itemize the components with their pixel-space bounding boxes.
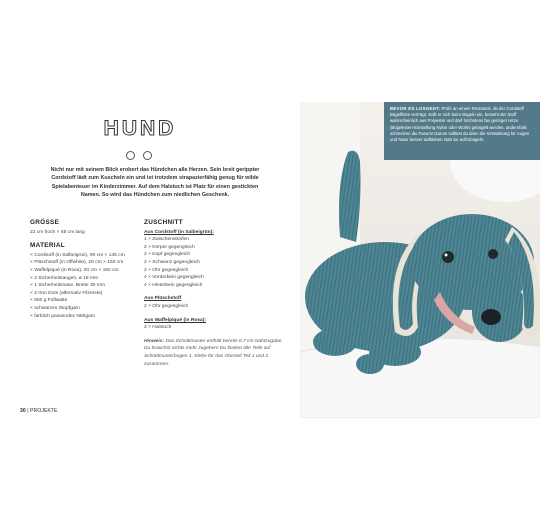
- cut-item: 1 × Zwischenstreifen: [144, 237, 189, 243]
- info-box: [384, 102, 540, 160]
- hint-label: Hinweis:: [144, 338, 165, 344]
- page-title: [100, 117, 180, 139]
- intro-text: Nicht nur mit seinem Blick erobert das Hündchen alle Herzen. Sein breit gerippter Cordstoff lädt zum Kuscheln ein und ist trotzdem strapazierfähig genug für wilde Spielabenteuer im Kinderzimmer. Auf dem Halstuch ist Platz für einen gestickten Namen. So wird das Hündchen zum niedlichen Geschenk.: [50, 167, 260, 198]
- size-heading: GRÖSSE: [30, 219, 60, 226]
- info-text: Prüfe an einem Reststück, ob der Cordstoff Bügelhitze verträgt. Sollt er sich beim Bügeln ein, besteht der Stoff wahrscheinlich aus Polyester und darf höchstens bei geringer Hitze (Bügeleisen-Einstellung Nylon oder Wolle) gebügelt werden, andernfalls schmelzen die Fasern! Darum solltest du dann die Verstärkung für Augen und Nase besser aufbleben statt sie aufzubügeln.: [390, 106, 530, 143]
- plush-cut-title: Aus Plüschstoff: [144, 296, 182, 302]
- material-item: × 2 Sicherheitsaugen, ø 18 mm: [30, 275, 99, 281]
- material-item: × Waffelpiqué (in Rosa), 20 cm × 150 cm: [30, 267, 119, 273]
- materials-column: [30, 219, 142, 326]
- plush-cut-list: [144, 295, 284, 310]
- hint-body: Das Schnittmuster enthält bereits 0,7 cm Nahtzugabe. Du brauchst nichts mehr zugeben! Du findest alle Teile auf Schnittmusterbogen 1. Klebe für das Oberteil Teil 1 und 2 zusammen.: [144, 338, 283, 367]
- material-item: × Plüschstoff (in Offwhite), 20 cm × 150 cm: [30, 260, 124, 266]
- cord-cut-title: Aus Cordstoff (in Salbeigrün):: [144, 229, 214, 235]
- size-section: [30, 219, 142, 236]
- material-heading: MATERIAL: [30, 242, 65, 250]
- page-footer: [20, 408, 57, 414]
- cut-item: 2 × Körper gegengleich: [144, 244, 195, 250]
- section-label: PROJEKTE: [30, 408, 58, 414]
- cord-cut-list: [144, 229, 284, 290]
- info-label: BEVOR ES LOSGEHT:: [390, 106, 441, 111]
- cut-item: 2 × Ohr gegengleich: [144, 303, 189, 309]
- cut-item: 2 × Ohr gegengleich: [144, 267, 189, 273]
- page-number: 30: [20, 408, 26, 414]
- material-item: × 2 Iron Dots (alternativ Filzreste): [30, 290, 103, 296]
- cutting-heading: ZUSCHNITT: [144, 219, 183, 226]
- waffle-cut-title: Aus Waffelpiqué (in Rosa):: [144, 317, 207, 323]
- cut-item: 2 × Kopf gegengleich: [144, 252, 191, 258]
- circle-icon: [126, 151, 135, 160]
- right-page: [300, 102, 540, 418]
- material-section: [30, 242, 142, 320]
- left-page: [18, 102, 294, 418]
- svg-text:HUND: HUND: [103, 117, 177, 139]
- material-item: × Cordstoff (in Salbeigrün), 90 cm × 145 cm: [30, 252, 125, 258]
- circle-icon: [143, 151, 152, 160]
- footer-separator: |: [27, 408, 29, 414]
- book-spread: [18, 102, 540, 418]
- cut-item: 2 × Schwanz gegengleich: [144, 259, 200, 265]
- cutting-column: [144, 219, 284, 368]
- waffle-cut-list: [144, 317, 284, 332]
- cut-item: 2 × Halstuch: [144, 325, 172, 331]
- title-decoration: [126, 147, 156, 165]
- size-value: 22 cm hoch × 55 cm lang: [30, 229, 85, 235]
- material-item: × 1 Sicherheitsnase, Breite 30 mm: [30, 283, 105, 289]
- hint-text: [144, 338, 284, 368]
- cut-item: 4 × Hinterbein gegengleich: [144, 282, 203, 288]
- material-item: × 600 g Füllwatte: [30, 298, 68, 304]
- cut-item: 4 × Vorderbein gegengleich: [144, 275, 204, 281]
- material-item: × schwarzes Stopfgarn: [30, 305, 80, 311]
- material-item: × farblich passendes Nähgarn: [30, 313, 96, 319]
